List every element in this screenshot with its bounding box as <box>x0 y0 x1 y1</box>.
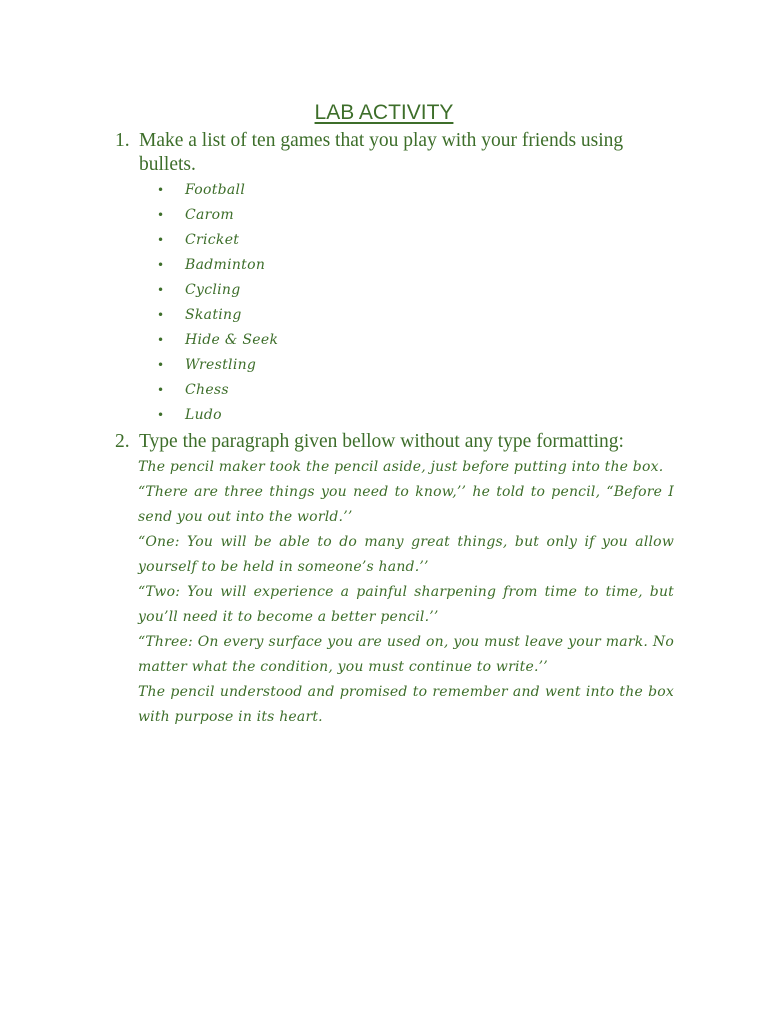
bullet-icon: • <box>157 308 165 322</box>
game-label: Cycling <box>185 282 241 298</box>
question-2-text: Type the paragraph given bellow without any type formatting: <box>139 431 624 452</box>
game-label: Carom <box>185 207 234 223</box>
bullet-icon: • <box>157 383 165 397</box>
list-item <box>157 328 278 353</box>
games-list <box>157 178 278 428</box>
list-item <box>157 203 278 228</box>
list-item <box>157 303 278 328</box>
list-item <box>157 403 278 428</box>
question-2-number: 2. <box>115 431 130 452</box>
bullet-icon: • <box>157 408 165 422</box>
game-label: Skating <box>185 307 242 323</box>
bullet-icon: • <box>157 208 165 222</box>
question-1-number: 1. <box>115 130 130 151</box>
pencil-story <box>138 455 674 730</box>
list-item <box>157 378 278 403</box>
game-label: Chess <box>185 382 229 398</box>
game-label: Badminton <box>185 257 266 273</box>
story-paragraph: “There are three things you need to know,’’ he told to pencil, “Before I send you out into the world.’’ <box>138 484 674 525</box>
story-paragraph: The pencil understood and promised to remember and went into the box with purpose in its heart. <box>138 684 674 725</box>
list-item <box>157 278 278 303</box>
game-label: Wrestling <box>185 357 257 373</box>
bullet-icon: • <box>157 333 165 347</box>
question-1-text-line-1: Make a list of ten games that you play with your friends using <box>139 130 624 151</box>
bullet-icon: • <box>157 183 165 197</box>
bullet-icon: • <box>157 358 165 372</box>
page-title: LAB ACTIVITY <box>314 101 454 124</box>
game-label: Football <box>185 182 246 198</box>
question-1 <box>115 129 675 179</box>
list-item <box>157 253 278 278</box>
question-2 <box>115 430 675 456</box>
story-paragraph: “One: You will be able to do many great things, but only if you allow yourself to be held in someone’s hand.’’ <box>138 534 674 575</box>
bullet-icon: • <box>157 233 165 247</box>
question-1-text-line-2: bullets. <box>139 154 196 175</box>
game-label: Cricket <box>185 232 240 248</box>
story-paragraph: The pencil maker took the pencil aside, just before putting into the box. <box>138 459 664 475</box>
game-label: Ludo <box>185 407 222 423</box>
bullet-icon: • <box>157 258 165 272</box>
story-paragraph: “Two: You will experience a painful sharpening from time to time, but you’ll need it to become a better pencil.’’ <box>138 584 674 625</box>
list-item <box>157 228 278 253</box>
list-item <box>157 178 278 203</box>
list-item <box>157 353 278 378</box>
bullet-icon: • <box>157 283 165 297</box>
story-paragraph: “Three: On every surface you are used on, you must leave your mark. No matter what the condition, you must continue to write.’’ <box>138 634 674 675</box>
game-label: Hide & Seek <box>185 332 279 348</box>
